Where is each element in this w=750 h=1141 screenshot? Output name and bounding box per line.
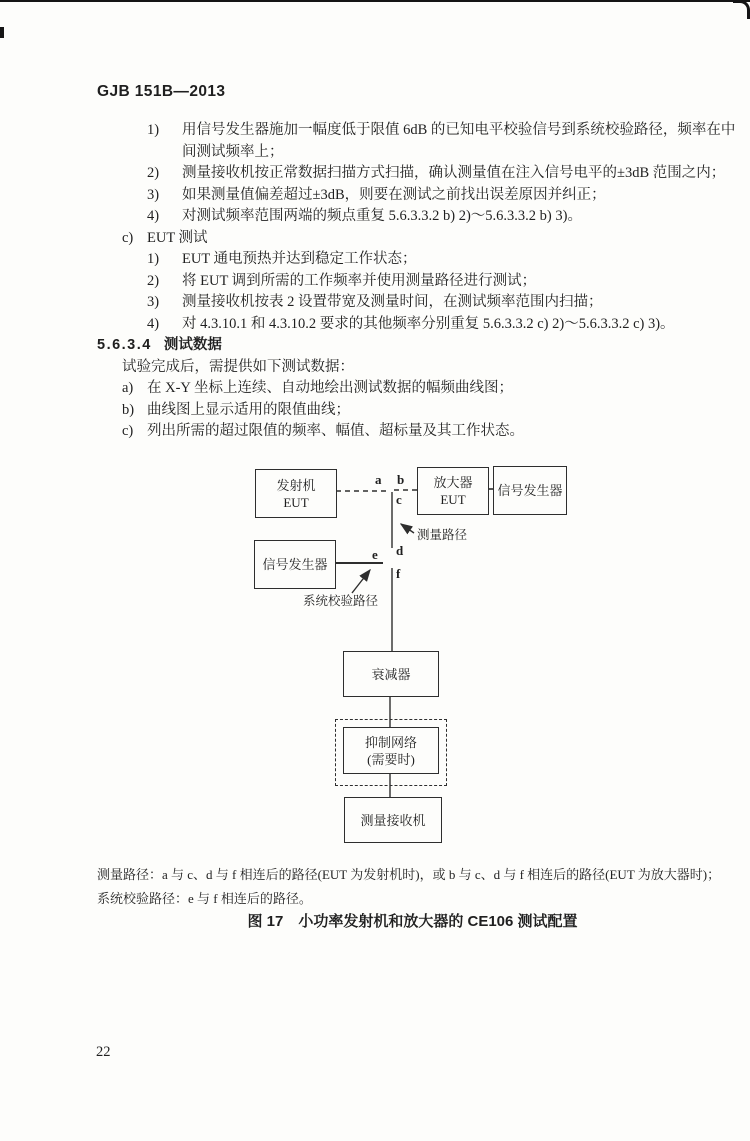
figure-label-b: b xyxy=(397,472,405,487)
page-number: 22 xyxy=(96,1044,111,1060)
system-cal-path-label: 系统校验路径 xyxy=(303,594,379,608)
list-item: 4) 对 4.3.10.1 和 4.3.10.2 要求的其他频率分别重复 5.6.3.3.2 c) 2)～5.6.3.3.2 c) 3)。 xyxy=(147,315,675,332)
figure-label-e: e xyxy=(372,547,378,562)
body-text xyxy=(97,120,737,443)
paragraph: 试验完成后，需提供如下测试数据： xyxy=(122,358,354,375)
figure-note-system-cal-path: 系统校验路径：e 与 f 相连后的路径。 xyxy=(97,891,312,906)
document-header: GJB 151B—2013 xyxy=(97,83,226,100)
figure-note-measurement-path: 测量路径：a 与 c、d 与 f 相连后的路径(EUT 为发射机时)，或 b 与 c、d 与 f 相连后的路径(EUT 为放大器时)； xyxy=(97,867,721,882)
list-item: 1) EUT 通电预热并达到稳定工作状态； xyxy=(147,251,417,267)
figure-label-c: c xyxy=(396,492,402,507)
list-item: 4) 对测试频率范围两端的频点重复 5.6.3.3.2 b) 2)～5.6.3.3.2 b) 3)。 xyxy=(147,208,582,224)
system-cal-path-arrow xyxy=(352,570,370,593)
figure-label-d: d xyxy=(396,543,404,558)
figure-box-amplifier-eut: 放大器 EUT xyxy=(417,467,489,515)
figure-diagram xyxy=(0,455,750,860)
list-item: c) EUT 测试 xyxy=(122,229,208,246)
scan-artifact-left-edge xyxy=(0,27,4,38)
figure-caption: 图 17 小功率发射机和放大器的 CE106 测试配置 xyxy=(247,913,578,930)
figure-label-f: f xyxy=(396,566,401,581)
figure-box-signal-generator-right: 信号发生器 xyxy=(493,466,567,515)
scan-artifact-top-edge xyxy=(0,0,750,2)
figure-box-transmitter-eut: 发射机 EUT xyxy=(255,469,337,518)
list-item: 2) 将 EUT 调到所需的工作频率并使用测量路径进行测试； xyxy=(147,272,537,289)
figure-box-suppression-network: 抑制网络 (需要时) xyxy=(343,727,439,774)
figure-box-signal-generator-left: 信号发生器 xyxy=(254,540,336,589)
list-item: b) 曲线图上显示适用的限值曲线； xyxy=(122,401,350,418)
list-item: 2) 测量接收机按正常数据扫描方式扫描，确认测量值在注入信号电平的±3dB 范围之内； xyxy=(147,165,726,181)
scan-artifact-corner xyxy=(733,0,750,19)
figure-box-attenuator: 衰减器 xyxy=(343,651,439,697)
list-item: c) 列出所需的超过限值的频率、幅值、超标量及其工作状态。 xyxy=(122,423,524,439)
figure-label-a: a xyxy=(375,472,382,487)
list-item-continuation: 间测试频率上； xyxy=(182,143,284,160)
measurement-path-arrow xyxy=(401,524,414,533)
list-item: 3) 如果测量值偏差超过±3dB，则要在测试之前找出误差原因并纠正； xyxy=(147,186,606,203)
list-item: a) 在 X-Y 坐标上连续、自动地绘出测试数据的幅频曲线图； xyxy=(122,380,513,396)
measurement-path-label: 测量路径 xyxy=(417,528,468,542)
list-item: 1) 用信号发生器施加一幅度低于限值 6dB 的已知电平校验信号到系统校验路径，频率在中 xyxy=(147,122,736,138)
figure-box-measurement-receiver: 测量接收机 xyxy=(344,797,442,843)
section-heading: 5.6.3.4 测试数据 xyxy=(97,337,222,353)
list-item: 3) 测量接收机按表 2 设置带宽及测量时间，在测试频率范围内扫描； xyxy=(147,294,603,310)
